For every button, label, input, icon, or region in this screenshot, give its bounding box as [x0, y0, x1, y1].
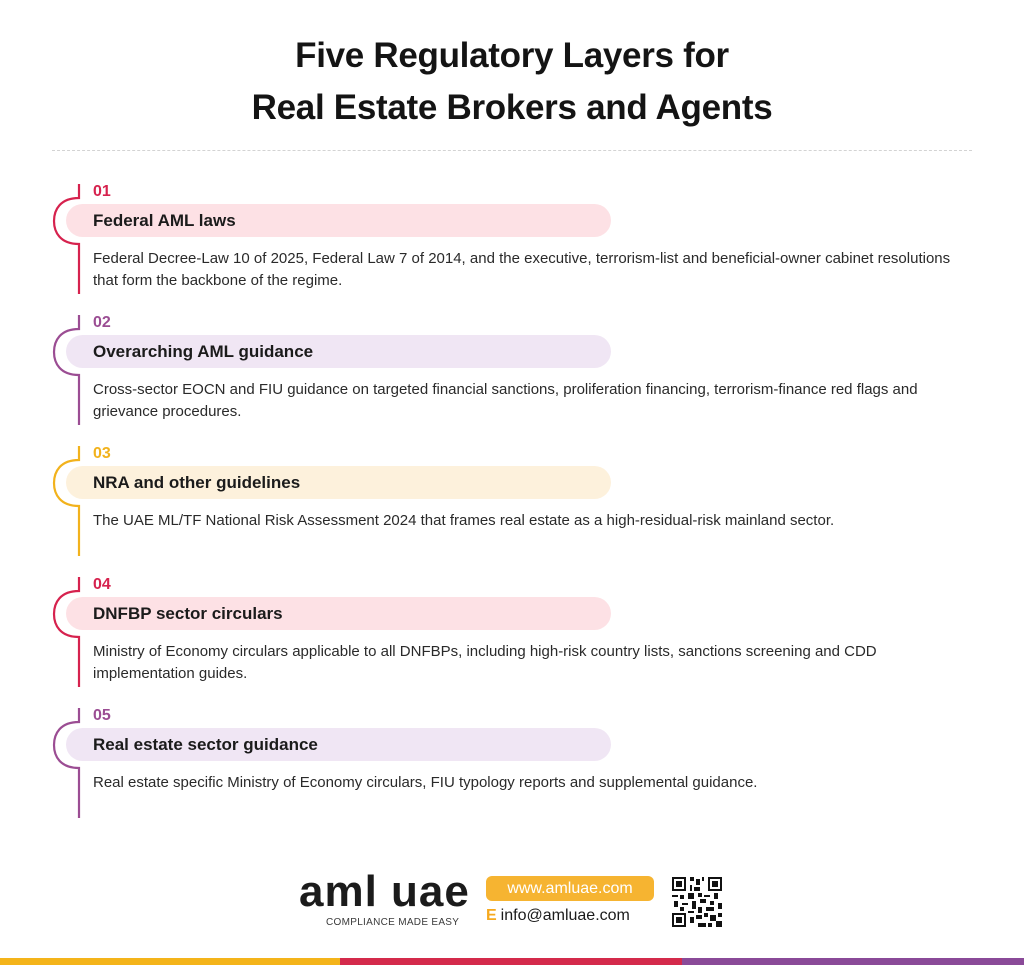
- logo-tagline: COMPLIANCE MADE EASY: [326, 917, 460, 928]
- page-title: [0, 30, 1024, 134]
- email-link[interactable]: info@amluae.com: [500, 907, 630, 924]
- layer-heading: DNFBP sector circulars: [93, 604, 283, 623]
- logo-wordmark: aml uae: [299, 867, 470, 916]
- bottom-stripe-red: [340, 958, 682, 965]
- bottom-stripe-purple: [682, 958, 1024, 965]
- layer-number: 02: [93, 314, 111, 331]
- layer-heading: Overarching AML guidance: [93, 342, 314, 361]
- aml-uae-logo: [299, 867, 471, 930]
- layer-heading: Federal AML laws: [93, 211, 236, 230]
- layer-number: 01: [93, 183, 111, 200]
- layer-description: Federal Decree-Law 10 of 2025, Federal Law 7 of 2014, and the executive, terrorism-list and beneficial-owner cabinet resolutions that form the backbone of the regime.: [93, 250, 951, 289]
- layer-heading: NRA and other guidelines: [93, 473, 301, 492]
- layer-01: [0, 182, 1024, 297]
- layer-number: 05: [93, 707, 111, 724]
- title-divider: [52, 150, 972, 151]
- layer-number: 03: [93, 445, 111, 462]
- qr-code-icon: [672, 877, 722, 927]
- bracket-line: [54, 315, 79, 425]
- bracket-line: [54, 446, 79, 556]
- bottom-stripe-yellow: [0, 958, 340, 965]
- layer-description: The UAE ML/TF National Risk Assessment 2024 that frames real estate as a high-residual-risk mainland sector.: [93, 512, 835, 529]
- layer-description: Real estate specific Ministry of Economy circulars, FIU typology reports and supplemental guidance.: [93, 774, 758, 791]
- layer-03: [0, 444, 1024, 559]
- layer-bracket: [0, 444, 90, 559]
- layer-description: Cross-sector EOCN and FIU guidance on targeted financial sanctions, proliferation financing, terrorism-finance red flags and grievance procedures.: [93, 381, 918, 420]
- layer-bracket: [0, 575, 90, 690]
- layer-heading: Real estate sector guidance: [93, 735, 318, 754]
- layer-bracket: [0, 706, 90, 821]
- bracket-line: [54, 708, 79, 818]
- bracket-line: [54, 577, 79, 687]
- email-contact: [486, 907, 630, 925]
- layer-05: [0, 706, 1024, 821]
- website-link[interactable]: www.amluae.com: [486, 876, 654, 901]
- email-label: E: [486, 907, 497, 924]
- layer-description: Ministry of Economy circulars applicable to all DNFBPs, including high-risk country lists, sanctions screening and CDD implementation guides.: [93, 643, 877, 682]
- layer-bracket: [0, 182, 90, 297]
- layer-02: [0, 313, 1024, 428]
- layer-04: [0, 575, 1024, 690]
- layer-number: 04: [93, 576, 111, 593]
- title-line-1: Five Regulatory Layers for: [295, 36, 729, 75]
- title-line-2: Real Estate Brokers and Agents: [251, 88, 773, 127]
- bracket-line: [54, 184, 79, 294]
- layer-bracket: [0, 313, 90, 428]
